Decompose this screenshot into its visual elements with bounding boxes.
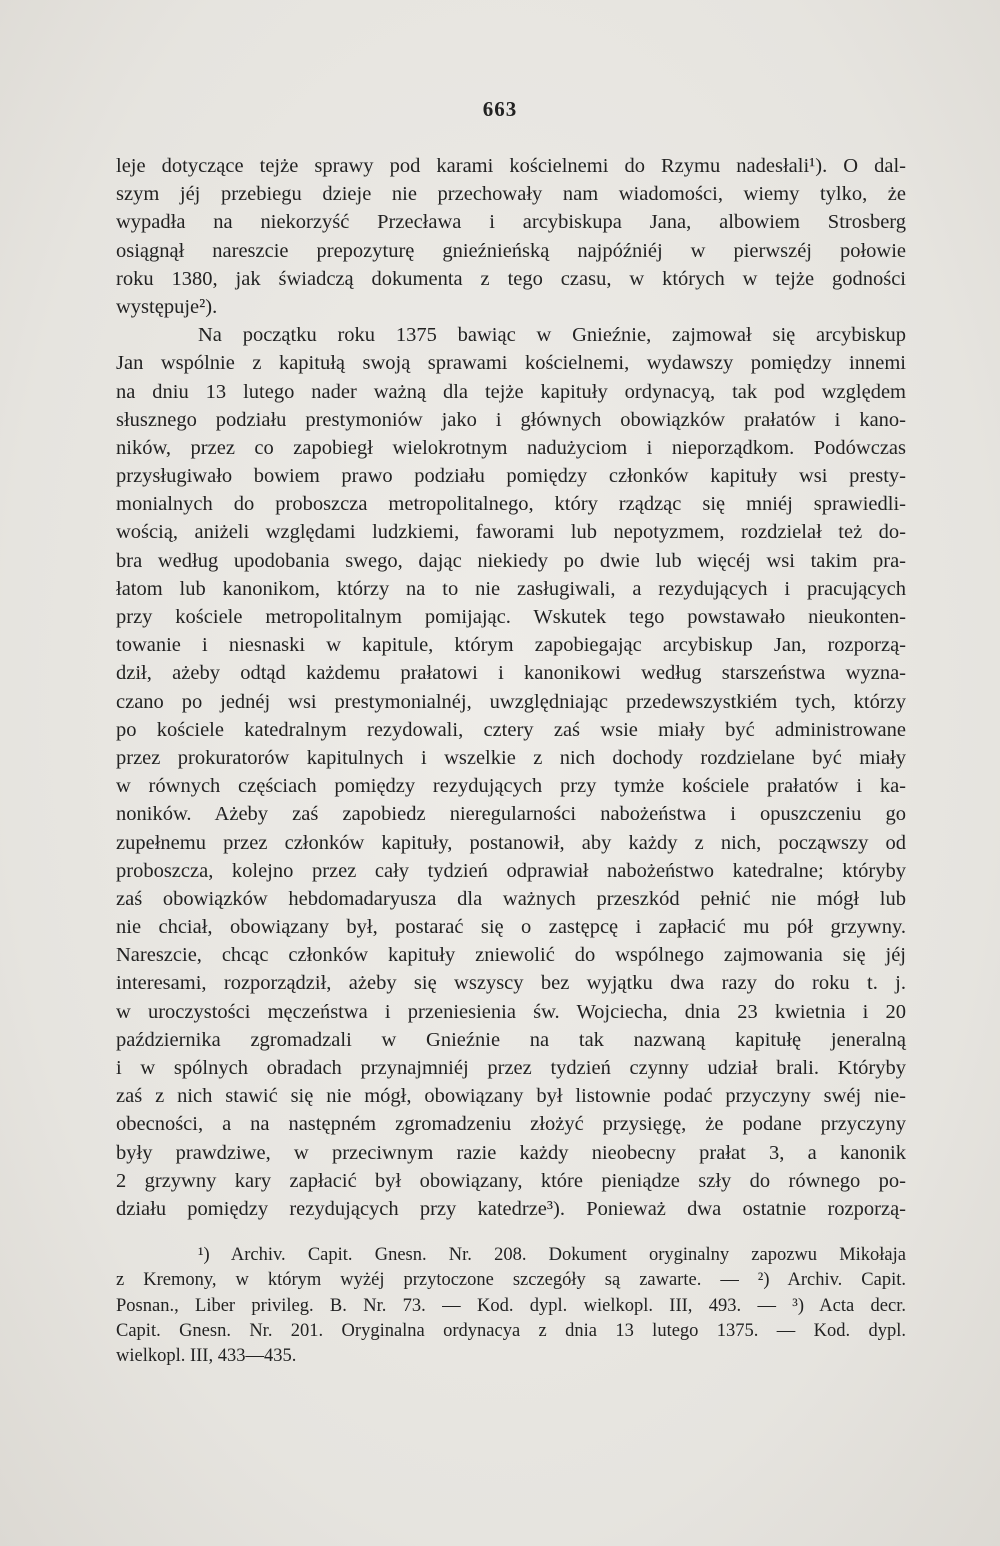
text-line: leje dotyczące tejże sprawy pod karami kościelnemi do Rzymu nadesłali¹). O dal- — [116, 155, 906, 177]
text-line: bra według upodobania swego, dając niekiedy po dwie lub więcéj wsi takim pra- — [116, 549, 906, 572]
text-line: przy kościele metropolitalnym pomijając. Wskutek tego powstawało nieukonten- — [116, 606, 906, 628]
text-line: wypadła na niekorzyść Przecława i arcybiskupa Jana, albowiem Strosberg — [116, 211, 906, 234]
text-line: Na początku roku 1375 bawiąc w Gnieźnie, zajmował się arcybiskup — [198, 324, 906, 347]
page-number: 663 — [482, 97, 518, 121]
text-line: towanie i niesnaski w kapitule, którym zapobiegając arcybiskup Jan, rozporzą- — [116, 634, 906, 657]
footnote-line: Posnan., Liber privileg. B. Nr. 73. — Kod. dypl. wielkopl. III, 493. — ³) Acta decr. — [116, 1295, 906, 1316]
text-line: łatom lub kanonikom, którzy na to nie zasługiwali, a rezydujących i pracujących — [116, 577, 906, 600]
text-line: roku 1380, jak świadczą dokumenta z tego czasu, w których w tejże godności — [116, 267, 906, 290]
text-line: słusznego podziału prestymoniów jako i głównych obowiązków prałatów i kano- — [116, 408, 906, 431]
footnote-line: Capit. Gnesn. Nr. 201. Oryginalna ordynacya z dnia 13 lutego 1375. — Kod. dypl. — [116, 1320, 906, 1341]
text-line: proboszcza, kolejno przez cały tydzień odprawiał nabożeństwo katedralne; któryby — [116, 859, 906, 882]
text-line: w uroczystości męczeństwa i przeniesienia św. Wojciecha, dnia 23 kwietnia i 20 — [116, 1000, 906, 1023]
text-line: osiągnął nareszcie prepozyturę gnieźnieńską najpóźniéj w pierwszéj połowie — [116, 239, 906, 262]
text-line: zaś obowiązków hebdomadaryusza dla ważnych przeszkód pełnić nie mógł lub — [116, 887, 906, 910]
text-line: monialnych do proboszcza metropolitalnego, który rządząc się mniéj sprawiedli- — [116, 493, 906, 516]
text-line: działu pomiędzy rezydujących przy katedrze³). Ponieważ dwa ostatnie rozporzą- — [116, 1197, 906, 1220]
text-line: występuje²). — [116, 295, 218, 318]
text-line: szym jéj przebiegu dzieje nie przechowały nam wiadomości, wiemy tylko, że — [116, 183, 906, 206]
footnote-line: ¹) Archiv. Capit. Gnesn. Nr. 208. Dokument oryginalny zapozwu Mikołaja — [198, 1245, 906, 1265]
text-line: i w spólnych obradach przynajmniéj przez tydzień czynny udział brali. Któryby — [116, 1057, 906, 1079]
text-line: października zgromadzali w Gnieźnie na tak nazwaną kapitułę jeneralną — [116, 1028, 906, 1051]
text-line: zaś z nich stawić się nie mógł, obowiązany był listownie podać przyczyny swéj nie- — [116, 1085, 906, 1108]
footnotes — [116, 1243, 906, 1369]
text-line: czano po jednéj wsi prestymonialnéj, uwzględniając przedewszystkiém tych, którzy — [116, 690, 906, 713]
text-line: nie chciał, obowiązany był, postarać się o zastępcę i zapłacić mu pół grzywny. — [116, 916, 906, 939]
text-line: Nareszcie, chcąc członków kapituły zniewolić do wspólnego zajmowania się jéj — [116, 944, 906, 967]
text-line: interesami, rozporządził, ażeby się wszyscy bez wyjątku dwa razy do roku t. j. — [116, 972, 906, 995]
text-line: były prawdziwe, w przeciwnym razie każdy nieobecny prałat 3, a kanonik — [116, 1141, 906, 1164]
text-line: 2 grzywny kary zapłacić był obowiązany, które pieniądze szły do równego po- — [116, 1169, 906, 1192]
text-line: po kościele katedralnym rezydowali, cztery zaś wsie miały być administrowane — [116, 718, 906, 741]
text-line: obecności, a na następném zgromadzeniu złożyć przysięgę, że podane przyczyny — [116, 1113, 906, 1136]
text-line: na dniu 13 lutego nader ważną dla tejże kapituły ordynacyą, tak pod względem — [116, 380, 906, 403]
footnote-line: z Kremony, w którym wyżéj przytoczone szczegóły są zawarte. — ²) Archiv. Capit. — [116, 1270, 906, 1291]
text-line: Jan wspólnie z kapitułą swoją sprawami kościelnemi, wydawszy pomiędzy innemi — [116, 352, 906, 375]
text-line: przysługiwało bowiem prawo podziału pomiędzy członków kapituły wsi presty- — [116, 465, 906, 488]
text-line: zupełnemu przez członków kapituły, postanowił, aby każdy z nich, począwszy od — [116, 831, 906, 854]
text-line: przez prokuratorów kapitulnych i wszelkie z nich dochody rozdzielane być miały — [116, 746, 906, 769]
text-line: noników. Ażeby zaś zapobiedz nieregularności nabożeństwa i opuszczeniu go — [116, 803, 906, 826]
main-text — [116, 152, 906, 1223]
text-line: dził, ażeby odtąd każdemu prałatowi i kanonikowi według starszeństwa wyzna- — [116, 662, 906, 685]
text-line: w równych częściach pomiędzy rezydujących przy tymże kościele prałatów i ka- — [116, 775, 906, 798]
text-line: ników, przez co zapobiegł wielokrotnym nadużyciom i nieporządkom. Podówczas — [116, 436, 906, 459]
text-line: wością, aniżeli względami ludzkiemi, faworami lub nepotyzmem, rozdzielał też do- — [116, 521, 906, 544]
footnote-line: wielkopl. III, 433—435. — [116, 1346, 297, 1367]
